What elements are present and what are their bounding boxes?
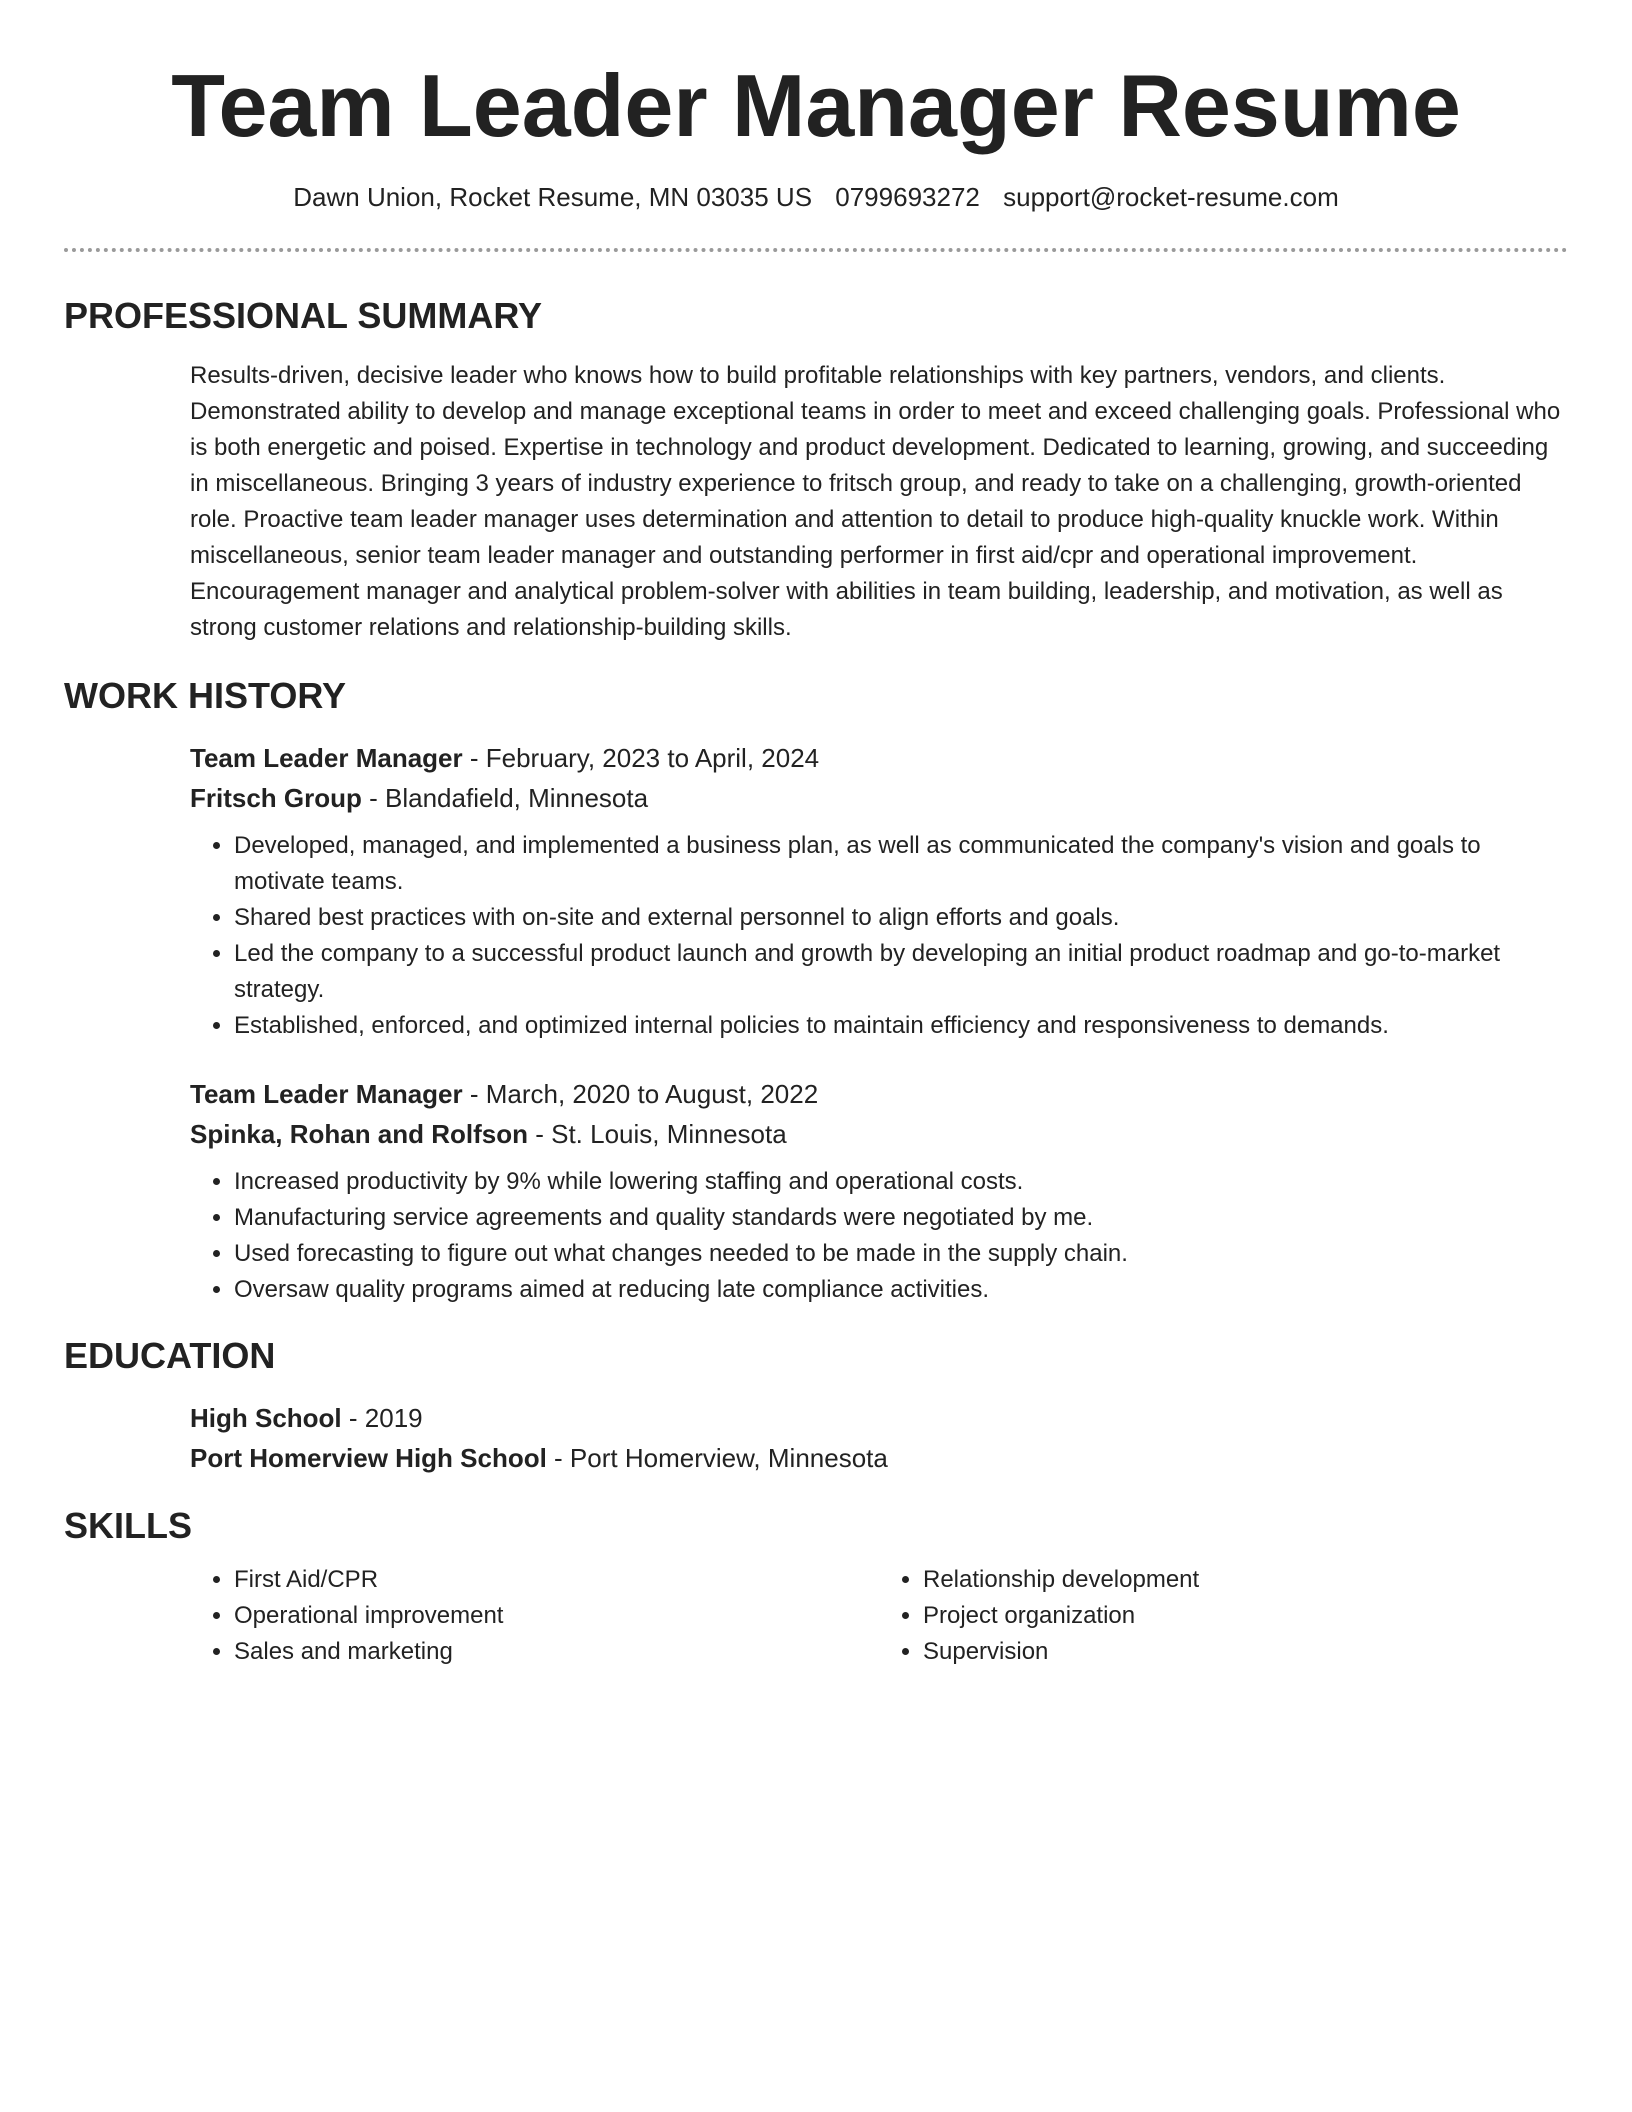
job-bullet: • Increased productivity by 9% while lowering staffing and operational costs. — [234, 1164, 1568, 1200]
education-heading: EDUCATION — [64, 1335, 276, 1376]
job-location: - Blandafield, Minnesota — [361, 783, 649, 813]
education-year: - 2019 — [341, 1403, 423, 1433]
job-dates: - March, 2020 to August, 2022 — [462, 1079, 819, 1109]
contact-line — [64, 180, 1568, 214]
job-bullet: • Used forecasting to figure out what changes needed to be made in the supply chain. — [234, 1236, 1568, 1272]
job-company: Spinka, Rohan and Rolfson — [190, 1119, 529, 1149]
job-bullet: • Established, enforced, and optimized internal policies to maintain efficiency and responsiveness to demands. — [234, 1008, 1568, 1044]
resume-title: Team Leader Manager Resume — [171, 56, 1461, 155]
work-history-section — [64, 674, 1568, 1308]
skill-item: • Supervision — [923, 1634, 1568, 1670]
job-title-line — [190, 738, 1568, 778]
job-bullets — [190, 1164, 1568, 1308]
skill-item: • Relationship development — [923, 1562, 1568, 1598]
job-bullets — [190, 828, 1568, 1044]
education-school-line — [190, 1438, 1568, 1478]
job-bullet: • Oversaw quality programs aimed at reducing late compliance activities. — [234, 1272, 1568, 1308]
contact-email: support@rocket-resume.com — [1003, 182, 1339, 212]
summary-section — [64, 294, 1568, 646]
skills-column-left — [190, 1562, 879, 1670]
job-bullet: • Led the company to a successful product launch and growth by developing an initial product roadmap and go-to-market strategy. — [234, 936, 1568, 1008]
job-bullet: • Shared best practices with on-site and external personnel to align efforts and goals. — [234, 900, 1568, 936]
job-dates: - February, 2023 to April, 2024 — [462, 743, 820, 773]
job-title-line — [190, 1074, 1568, 1114]
header-divider — [64, 248, 1568, 252]
skills-grid — [190, 1562, 1568, 1670]
job-bullet: • Manufacturing service agreements and quality standards were negotiated by me. — [234, 1200, 1568, 1236]
contact-address: Dawn Union, Rocket Resume, MN 03035 US — [293, 182, 813, 212]
education-school: Port Homerview High School — [190, 1443, 547, 1473]
work-history-heading: WORK HISTORY — [64, 675, 347, 716]
skill-item: • First Aid/CPR — [234, 1562, 879, 1598]
education-degree: High School — [190, 1403, 342, 1433]
job-company-line — [190, 778, 1568, 818]
skill-item: • Project organization — [923, 1598, 1568, 1634]
education-location: - Port Homerview, Minnesota — [546, 1443, 888, 1473]
job-role: Team Leader Manager — [190, 1079, 463, 1109]
skill-item: • Operational improvement — [234, 1598, 879, 1634]
skills-column-right — [879, 1562, 1568, 1670]
job-company: Fritsch Group — [190, 783, 362, 813]
education-entry — [190, 1398, 1568, 1478]
job-location: - St. Louis, Minnesota — [528, 1119, 787, 1149]
education-section — [64, 1334, 1568, 1478]
job-role: Team Leader Manager — [190, 743, 463, 773]
job-entry — [190, 738, 1568, 1044]
skills-section — [64, 1504, 1568, 1670]
skills-heading: SKILLS — [64, 1505, 193, 1546]
education-degree-line — [190, 1398, 1568, 1438]
skill-item: • Sales and marketing — [234, 1634, 879, 1670]
summary-heading: PROFESSIONAL SUMMARY — [64, 295, 543, 336]
resume-header — [64, 0, 1568, 214]
job-entry — [190, 1074, 1568, 1308]
summary-text: Results-driven, decisive leader who knows how to build profitable relationships with key partners, vendors, and clients. Demonstrated ability to develop and manage exceptional teams in order to meet and exceed challenging goals. Professional who is both energetic and poised. Expertise in technology and product development. Dedicated to learning, growing, and succeeding in miscellaneous. Bringing 3 years of industry experience to fritsch group, and ready to take on a challenging, growth-oriented role. Proactive team leader manager uses determination and attention to detail to produce high-quality knuckle work. Within miscellaneous, senior team leader manager and outstanding performer in first aid/cpr and operational improvement. Encouragement manager and analytical problem-solver with abilities in team building, leadership, and motivation, as well as strong customer relations and relationship-building skills. — [190, 362, 1561, 641]
job-bullet: • Developed, managed, and implemented a business plan, as well as communicated the company's vision and goals to motivate teams. — [234, 828, 1568, 900]
contact-phone: 0799693272 — [835, 182, 980, 212]
job-company-line — [190, 1114, 1568, 1154]
